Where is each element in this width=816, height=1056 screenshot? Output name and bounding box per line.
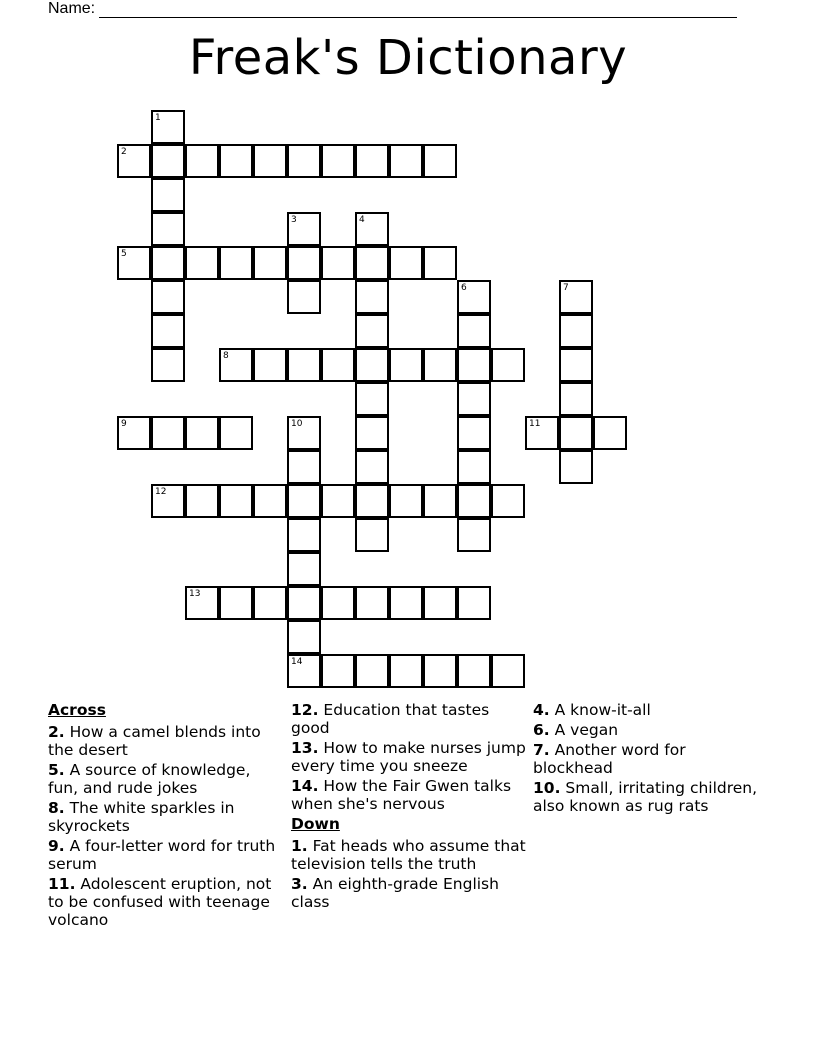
clue-across-14: 14. How the Fair Gwen talks when she's nervous [291,777,512,813]
clue-number: 13 [189,589,201,599]
clue-number: 5 [121,249,127,259]
grid-cell[interactable] [559,314,593,348]
grid-cell[interactable] [457,450,491,484]
grid-cell[interactable] [423,348,457,382]
clue-number: 7 [563,283,569,293]
grid-cell[interactable] [185,484,219,518]
clue-down-4: 4. A know-it-all [533,701,651,719]
grid-cell[interactable] [185,586,219,620]
grid-cell[interactable] [321,246,355,280]
grid-cell[interactable] [457,416,491,450]
grid-cell[interactable] [287,348,321,382]
grid-cell[interactable] [185,144,219,178]
grid-cell[interactable] [355,654,389,688]
grid-cell[interactable] [355,382,389,416]
clue-number: 3 [291,215,297,225]
grid-cell[interactable] [491,348,525,382]
grid-cell[interactable] [151,246,185,280]
grid-cell[interactable] [457,518,491,552]
clue-down-1: 1. Fat heads who assume that television tells the truth [291,837,526,873]
clue-across-9: 9. A four-letter word for truth serum [48,837,276,873]
clue-column-3 [533,701,769,817]
grid-cell[interactable] [389,586,423,620]
grid-cell[interactable] [355,144,389,178]
grid-cell[interactable] [151,110,185,144]
grid-cell[interactable] [321,144,355,178]
grid-cell[interactable] [559,348,593,382]
grid-cell[interactable] [321,484,355,518]
grid-cell[interactable] [287,654,321,688]
grid-cell[interactable] [287,280,321,314]
clue-column-1 [48,701,280,931]
grid-cell[interactable] [287,144,321,178]
grid-cell[interactable] [185,416,219,450]
clue-across-13: 13. How to make nurses jump every time you sneeze [291,739,526,775]
clue-number: 14 [291,657,303,667]
clue-number: 9 [121,419,127,429]
clue-number: 2 [121,147,127,157]
grid-cell[interactable] [321,348,355,382]
grid-cell[interactable] [457,280,491,314]
grid-cell[interactable] [389,144,423,178]
across-heading: Across [48,701,106,719]
grid-cell[interactable] [559,416,593,450]
grid-cell[interactable] [321,654,355,688]
grid-cell[interactable] [287,620,321,654]
grid-cell[interactable] [423,654,457,688]
name-label: Name: [48,0,96,17]
grid-cell[interactable] [525,416,559,450]
grid-cell[interactable] [219,586,253,620]
grid-cell[interactable] [287,450,321,484]
clue-number: 12 [155,487,167,497]
grid-cell[interactable] [151,348,185,382]
clue-across-11: 11. Adolescent eruption, not to be confused with teenage volcano [48,875,272,929]
grid-cell[interactable] [355,484,389,518]
clue-across-2: 2. How a camel blends into the desert [48,723,261,759]
grid-cell[interactable] [287,552,321,586]
grid-cell[interactable] [117,416,151,450]
grid-cell[interactable] [253,144,287,178]
grid-cell[interactable] [287,212,321,246]
grid-cell[interactable] [287,484,321,518]
clue-number: 1 [155,113,161,123]
grid-cell[interactable] [287,246,321,280]
grid-cell[interactable] [457,586,491,620]
grid-cell[interactable] [219,348,253,382]
grid-cell[interactable] [117,144,151,178]
grid-cell[interactable] [117,246,151,280]
grid-cell[interactable] [559,382,593,416]
grid-cell[interactable] [287,416,321,450]
grid-cell[interactable] [423,484,457,518]
clue-across-12: 12. Education that tastes good [291,701,490,737]
grid-cell[interactable] [219,246,253,280]
clue-down-6: 6. A vegan [533,721,619,739]
grid-cell[interactable] [253,586,287,620]
grid-cell[interactable] [219,484,253,518]
clue-number: 6 [461,283,467,293]
grid-cell[interactable] [151,144,185,178]
grid-cell[interactable] [355,280,389,314]
grid-cell[interactable] [185,246,219,280]
grid-cell[interactable] [389,246,423,280]
grid-cell[interactable] [559,450,593,484]
clue-column-2 [291,701,527,913]
grid-cell[interactable] [355,518,389,552]
clue-down-3: 3. An eighth-grade English class [291,875,499,911]
grid-cell[interactable] [457,382,491,416]
grid-cell[interactable] [491,654,525,688]
page-title: Freak's Dictionary [188,30,628,86]
grid-cell[interactable] [219,144,253,178]
grid-cell[interactable] [355,246,389,280]
grid-cell[interactable] [151,178,185,212]
grid-cell[interactable] [151,212,185,246]
grid-cell[interactable] [151,484,185,518]
grid-cell[interactable] [219,416,253,450]
grid-cell[interactable] [355,586,389,620]
grid-cell[interactable] [491,484,525,518]
clue-number: 8 [223,351,229,361]
grid-cell[interactable] [593,416,627,450]
grid-cell[interactable] [355,416,389,450]
grid-cell[interactable] [355,450,389,484]
clue-number: 10 [291,419,303,429]
clue-number: 11 [529,419,541,429]
grid-cell[interactable] [287,518,321,552]
grid-cell[interactable] [423,246,457,280]
grid-cell[interactable] [355,314,389,348]
clue-down-7: 7. Another word for blockhead [533,741,686,777]
grid-cell[interactable] [457,484,491,518]
down-heading: Down [291,815,340,833]
grid-cell[interactable] [355,212,389,246]
grid-cell[interactable] [457,314,491,348]
grid-cell[interactable] [389,654,423,688]
clue-across-8: 8. The white sparkles in skyrockets [48,799,235,835]
grid-cell[interactable] [355,348,389,382]
grid-cell[interactable] [457,348,491,382]
grid-cell[interactable] [151,280,185,314]
grid-cell[interactable] [423,144,457,178]
grid-cell[interactable] [389,348,423,382]
grid-cell[interactable] [253,348,287,382]
clue-number: 4 [359,215,365,225]
grid-cell[interactable] [321,586,355,620]
clue-down-10: 10. Small, irritating children, also known as rug rats [533,779,758,815]
grid-cell[interactable] [389,484,423,518]
grid-cell[interactable] [559,280,593,314]
grid-cell[interactable] [287,586,321,620]
grid-cell[interactable] [151,416,185,450]
grid-cell[interactable] [423,586,457,620]
clue-across-5: 5. A source of knowledge, fun, and rude jokes [48,761,251,797]
grid-cell[interactable] [253,246,287,280]
grid-cell[interactable] [253,484,287,518]
grid-cell[interactable] [457,654,491,688]
grid-cell[interactable] [151,314,185,348]
